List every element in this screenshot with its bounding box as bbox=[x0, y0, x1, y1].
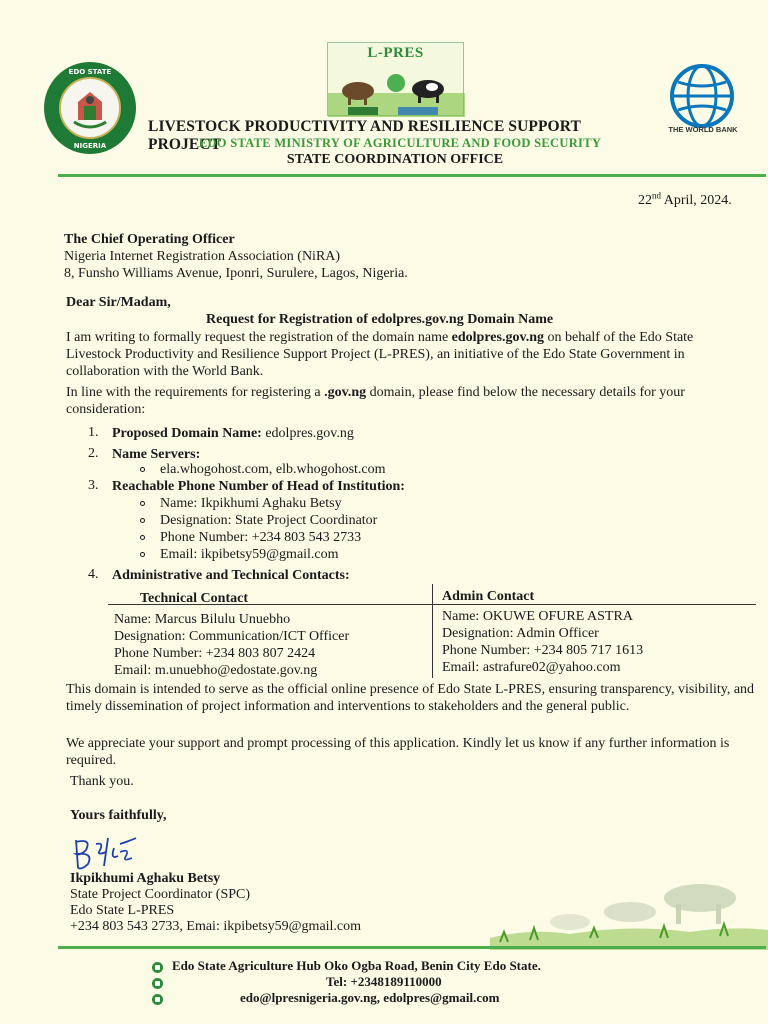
header-divider bbox=[58, 174, 766, 177]
admin-contact-header: Admin Contact bbox=[442, 589, 535, 604]
contacts-table-divider bbox=[432, 584, 433, 678]
letter-subject: Request for Registration of edolpres.gov.ng Domain Name bbox=[206, 312, 554, 327]
list-item-number: 1. bbox=[88, 425, 99, 440]
list-item-head-phone: Reachable Phone Number of Head of Institution: bbox=[112, 479, 405, 494]
recipient-address: 8, Funsho Williams Avenue, Iponri, Surulere, Lagos, Nigeria. bbox=[64, 266, 408, 281]
tech-contact-phone: Phone Number: +234 803 807 2424 bbox=[114, 646, 316, 661]
recipient-org: Nigeria Internet Registration Association (NiRA) bbox=[64, 249, 341, 264]
handwritten-signature-icon bbox=[70, 834, 150, 874]
list-item-domain: Proposed Domain Name: edolpres.gov.ng bbox=[112, 426, 354, 441]
salutation: Dear Sir/Madam, bbox=[66, 295, 171, 310]
bullet-icon bbox=[140, 467, 145, 472]
livestock-artwork-icon bbox=[328, 63, 465, 117]
signer-unit: Edo State L-PRES bbox=[70, 903, 175, 918]
svg-text:NIGERIA: NIGERIA bbox=[73, 142, 107, 150]
list-item-number: 3. bbox=[88, 478, 99, 493]
closing-line: Yours faithfully, bbox=[70, 808, 167, 823]
list-item-number: 2. bbox=[88, 446, 99, 461]
svg-text:EDO STATE: EDO STATE bbox=[68, 68, 112, 76]
signer-contact: +234 803 543 2733, Emai: ikpibetsy59@gmail.com bbox=[70, 919, 362, 934]
footer-divider bbox=[58, 946, 766, 949]
list-item-number: 4. bbox=[88, 567, 99, 582]
signer-role: State Project Coordinator (SPC) bbox=[70, 887, 251, 902]
location-icon bbox=[152, 962, 163, 973]
admin-contact-email: Email: astrafure02@yahoo.com bbox=[442, 660, 621, 675]
head-designation: Designation: State Project Coordinator bbox=[160, 513, 378, 528]
admin-contact-designation: Designation: Admin Officer bbox=[442, 626, 599, 641]
cattle-landscape-icon bbox=[490, 868, 768, 950]
project-name: LIVESTOCK PRODUCTIVITY AND RESILIENCE SUPPORT PROJECT bbox=[148, 118, 581, 153]
edo-state-seal-icon bbox=[44, 62, 136, 154]
list-item-name-servers: Name Servers: bbox=[112, 447, 201, 462]
admin-contact-phone: Phone Number: +234 805 717 1613 bbox=[442, 643, 644, 658]
office-name: STATE COORDINATION OFFICE bbox=[286, 152, 504, 167]
name-servers-value: ela.whogohost.com, elb.whogohost.com bbox=[160, 462, 386, 477]
world-bank-globe-icon bbox=[670, 64, 734, 128]
head-phone: Phone Number: +234 803 543 2733 bbox=[160, 530, 362, 545]
admin-contact-name: Name: OKUWE OFURE ASTRA bbox=[442, 609, 633, 624]
email-icon bbox=[152, 994, 163, 1005]
bullet-icon bbox=[140, 518, 145, 523]
ministry-name: EDO STATE MINISTRY OF AGRICULTURE AND FOOD SECURITY bbox=[198, 136, 602, 150]
purpose-paragraph: This domain is intended to serve as the official online presence of Edo State L-PRES, ensuring transparency, visibility, and timely dissemination of project information and interventions to stakeholders and the general public. bbox=[66, 682, 755, 714]
tech-contact-name: Name: Marcus Bilulu Unuebho bbox=[114, 612, 291, 627]
bullet-icon bbox=[140, 552, 145, 557]
bullet-icon bbox=[140, 501, 145, 506]
intro-paragraph: I am writing to formally request the registration of the domain name edolpres.gov.ng on behalf of the Edo State Livestock Productivity and Resilience Support Project (L-PRES), an initiative of the Edo State Government in collaboration with the World Bank. bbox=[66, 330, 694, 379]
lpres-logo-title: L-PRES bbox=[367, 45, 424, 61]
head-email: Email: ikpibetsy59@gmail.com bbox=[160, 547, 339, 562]
letter-date: 22nd April, 2024. bbox=[638, 190, 732, 208]
recipient-title: The Chief Operating Officer bbox=[64, 232, 235, 247]
footer-tel: Tel: +2348189110000 bbox=[326, 974, 442, 989]
footer-address: Edo State Agriculture Hub Oko Ogba Road, Benin City Edo State. bbox=[172, 958, 541, 973]
world-bank-name: THE WORLD BANK bbox=[668, 125, 738, 134]
phone-icon bbox=[152, 978, 163, 989]
list-item-contacts: Administrative and Technical Contacts: bbox=[112, 568, 350, 583]
bullet-icon bbox=[140, 535, 145, 540]
lpres-logo bbox=[327, 42, 464, 116]
head-name: Name: Ikpikhumi Aghaku Betsy bbox=[160, 496, 342, 511]
tech-contact-header: Technical Contact bbox=[140, 591, 248, 606]
tech-contact-email: Email: m.unuebho@edostate.gov.ng bbox=[114, 663, 318, 678]
thanks-line: Thank you. bbox=[70, 774, 134, 789]
footer-email: edo@lpresnigeria.gov.ng, edolpres@gmail.com bbox=[240, 990, 500, 1005]
tech-contact-designation: Designation: Communication/ICT Officer bbox=[114, 629, 350, 644]
requirements-paragraph: In line with the requirements for registering a .gov.ng domain, please find below the necessary details for your consideration: bbox=[66, 385, 685, 417]
appreciation-paragraph: We appreciate your support and prompt processing of this application. Kindly let us know if any further information is required. bbox=[66, 736, 730, 768]
signer-name: Ikpikhumi Aghaku Betsy bbox=[70, 871, 221, 886]
